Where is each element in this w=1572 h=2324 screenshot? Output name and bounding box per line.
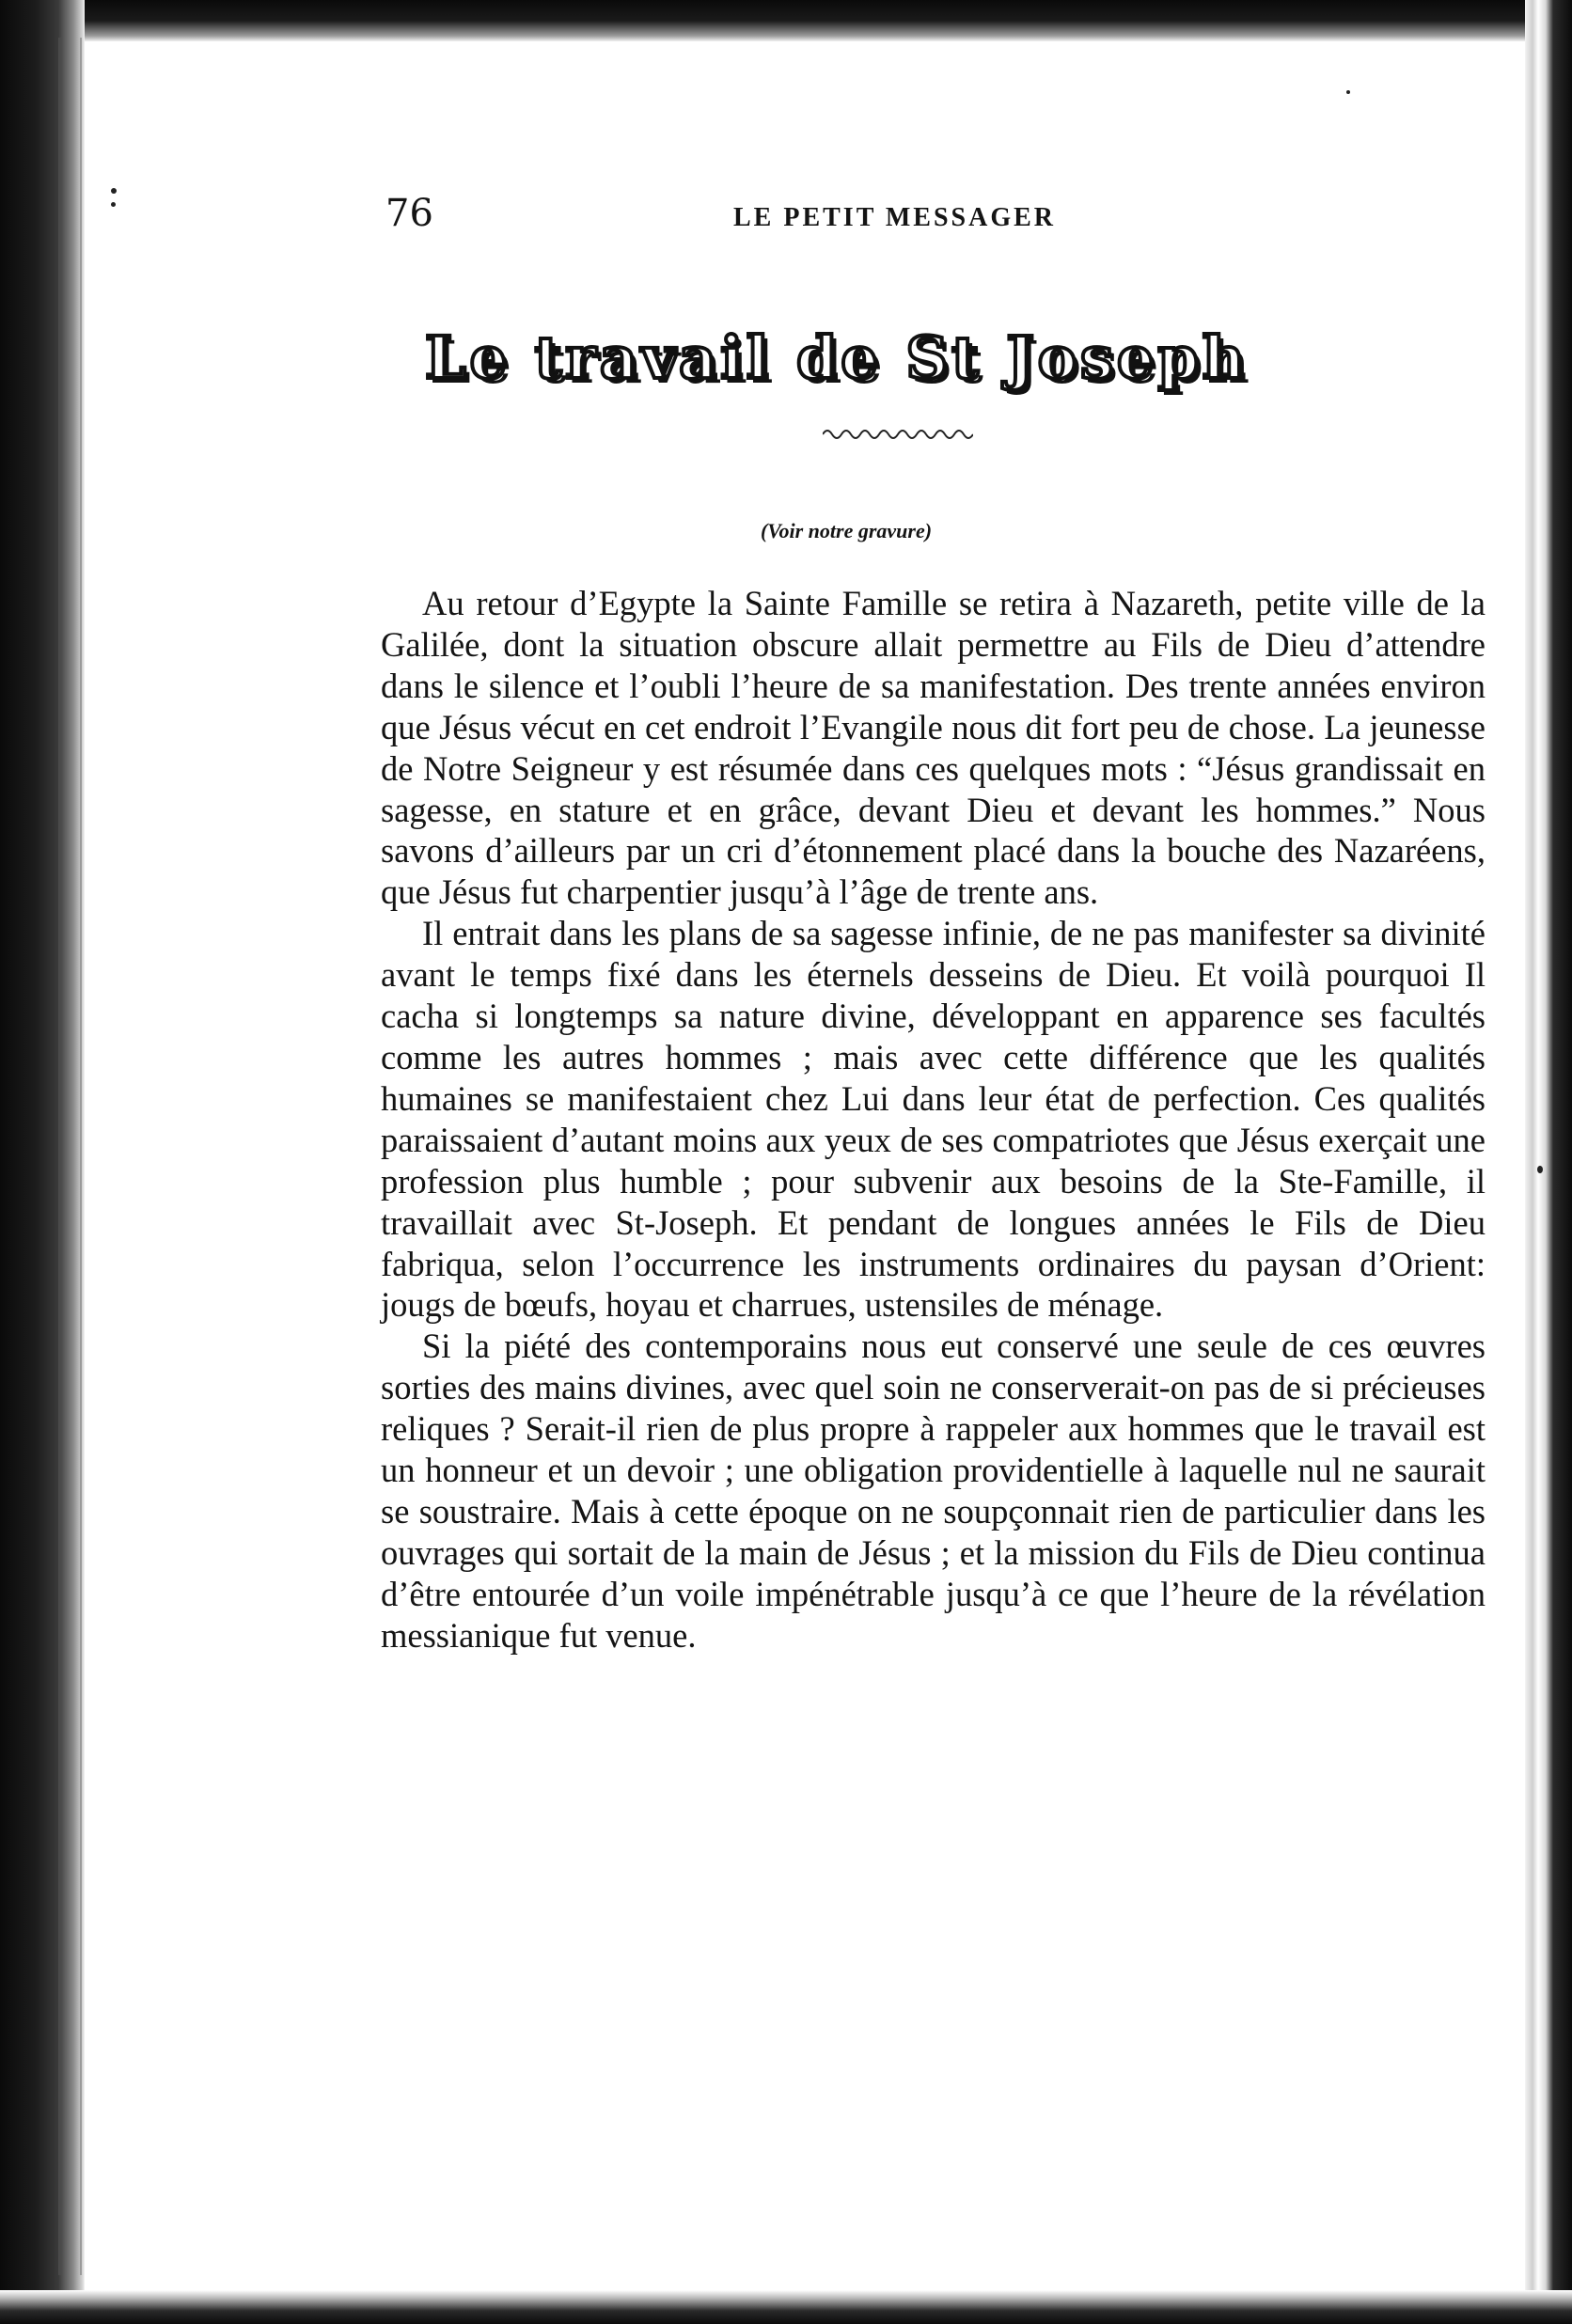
book-page	[85, 41, 1525, 2290]
article-caption: (Voir notre gravure)	[760, 519, 933, 542]
article-body	[381, 583, 1486, 1657]
scan-speck	[111, 202, 116, 207]
scan-border-top	[0, 0, 1572, 41]
paragraph: Si la piété des contemporains nous eut conservé une seule de ces œuvres sorties des mains divines, avec quel soin ne conserverait-on pas de si précieuses reliques ? Serait-il rien de plus propre à rappeler aux hommes que le travail est un honneur et un devoir ; une obligation providentielle à laquelle nul ne saurait se soustraire. Mais à cette époque on ne soupçonnait rien de particulier dans les ouvrages qui sortait de la main de Jésus ; et la mission du Fils de Dieu continua d’être entourée d’un voile impénétrable jusqu’à ce que l’heure de la révélation messianique fut venue.	[381, 1327, 1486, 1655]
page-number: 76	[385, 192, 433, 235]
scan-border-right	[1525, 0, 1572, 2324]
scan-speck	[111, 188, 117, 194]
paragraph: Il entrait dans les plans de sa sagesse infinie, de ne pas manifester sa divinité avant le temps fixé dans les éternels desseins de Dieu. Et voilà pourquoi Il cacha si longtemps sa nature divine, développant en apparence ses facultés comme les autres hommes ; mais avec cette différence que les qualités humaines se manifestaient chez Lui dans leur état de perfection. Ces qualités paraissaient d’autant moins aux yeux de ses compatriotes que Jésus exerçait une profession plus humble ; pour subvenir aux besoins de la Ste-Famille, il travaillait avec St-Joseph. Et pendant de longues années le Fils de Dieu fabriqua, selon l’occurrence les instruments ordinaires du paysan d’Orient: jougs de bœufs, hoyau et charrues, ustensiles de ménage.	[381, 914, 1486, 1325]
paragraph: Au retour d’Egypte la Sainte Famille se retira à Nazareth, petite ville de la Galilée, dont la situation obscure allait permettre au Fils de Dieu d’attendre dans le silence et l’oubli l’heure de sa manifestation. Des trente années environ que Jésus vécut en cet endroit l’Evangile nous dit fort peu de chose. La jeunesse de Notre Seigneur y est résumée dans ces quelques mots : “Jésus grandissait en sagesse, en stature et en grâce, devant Dieu et devant les hommes.” Nous savons d’ailleurs par un cri d’étonnement placé dans la bouche des Nazaréens, que Jésus fut charpentier jusqu’à l’âge de trente ans.	[381, 584, 1486, 912]
wavy-ornament	[823, 423, 973, 446]
article-title: Le travail de St Joseph	[425, 323, 1249, 392]
scan-speck	[1346, 90, 1350, 94]
running-head: LE PETIT MESSAGER	[733, 203, 1057, 232]
page-stack-edge	[58, 38, 82, 2275]
scan-speck	[1537, 1166, 1543, 1173]
page-header	[385, 192, 1232, 248]
scan-border-bottom	[0, 2290, 1572, 2324]
